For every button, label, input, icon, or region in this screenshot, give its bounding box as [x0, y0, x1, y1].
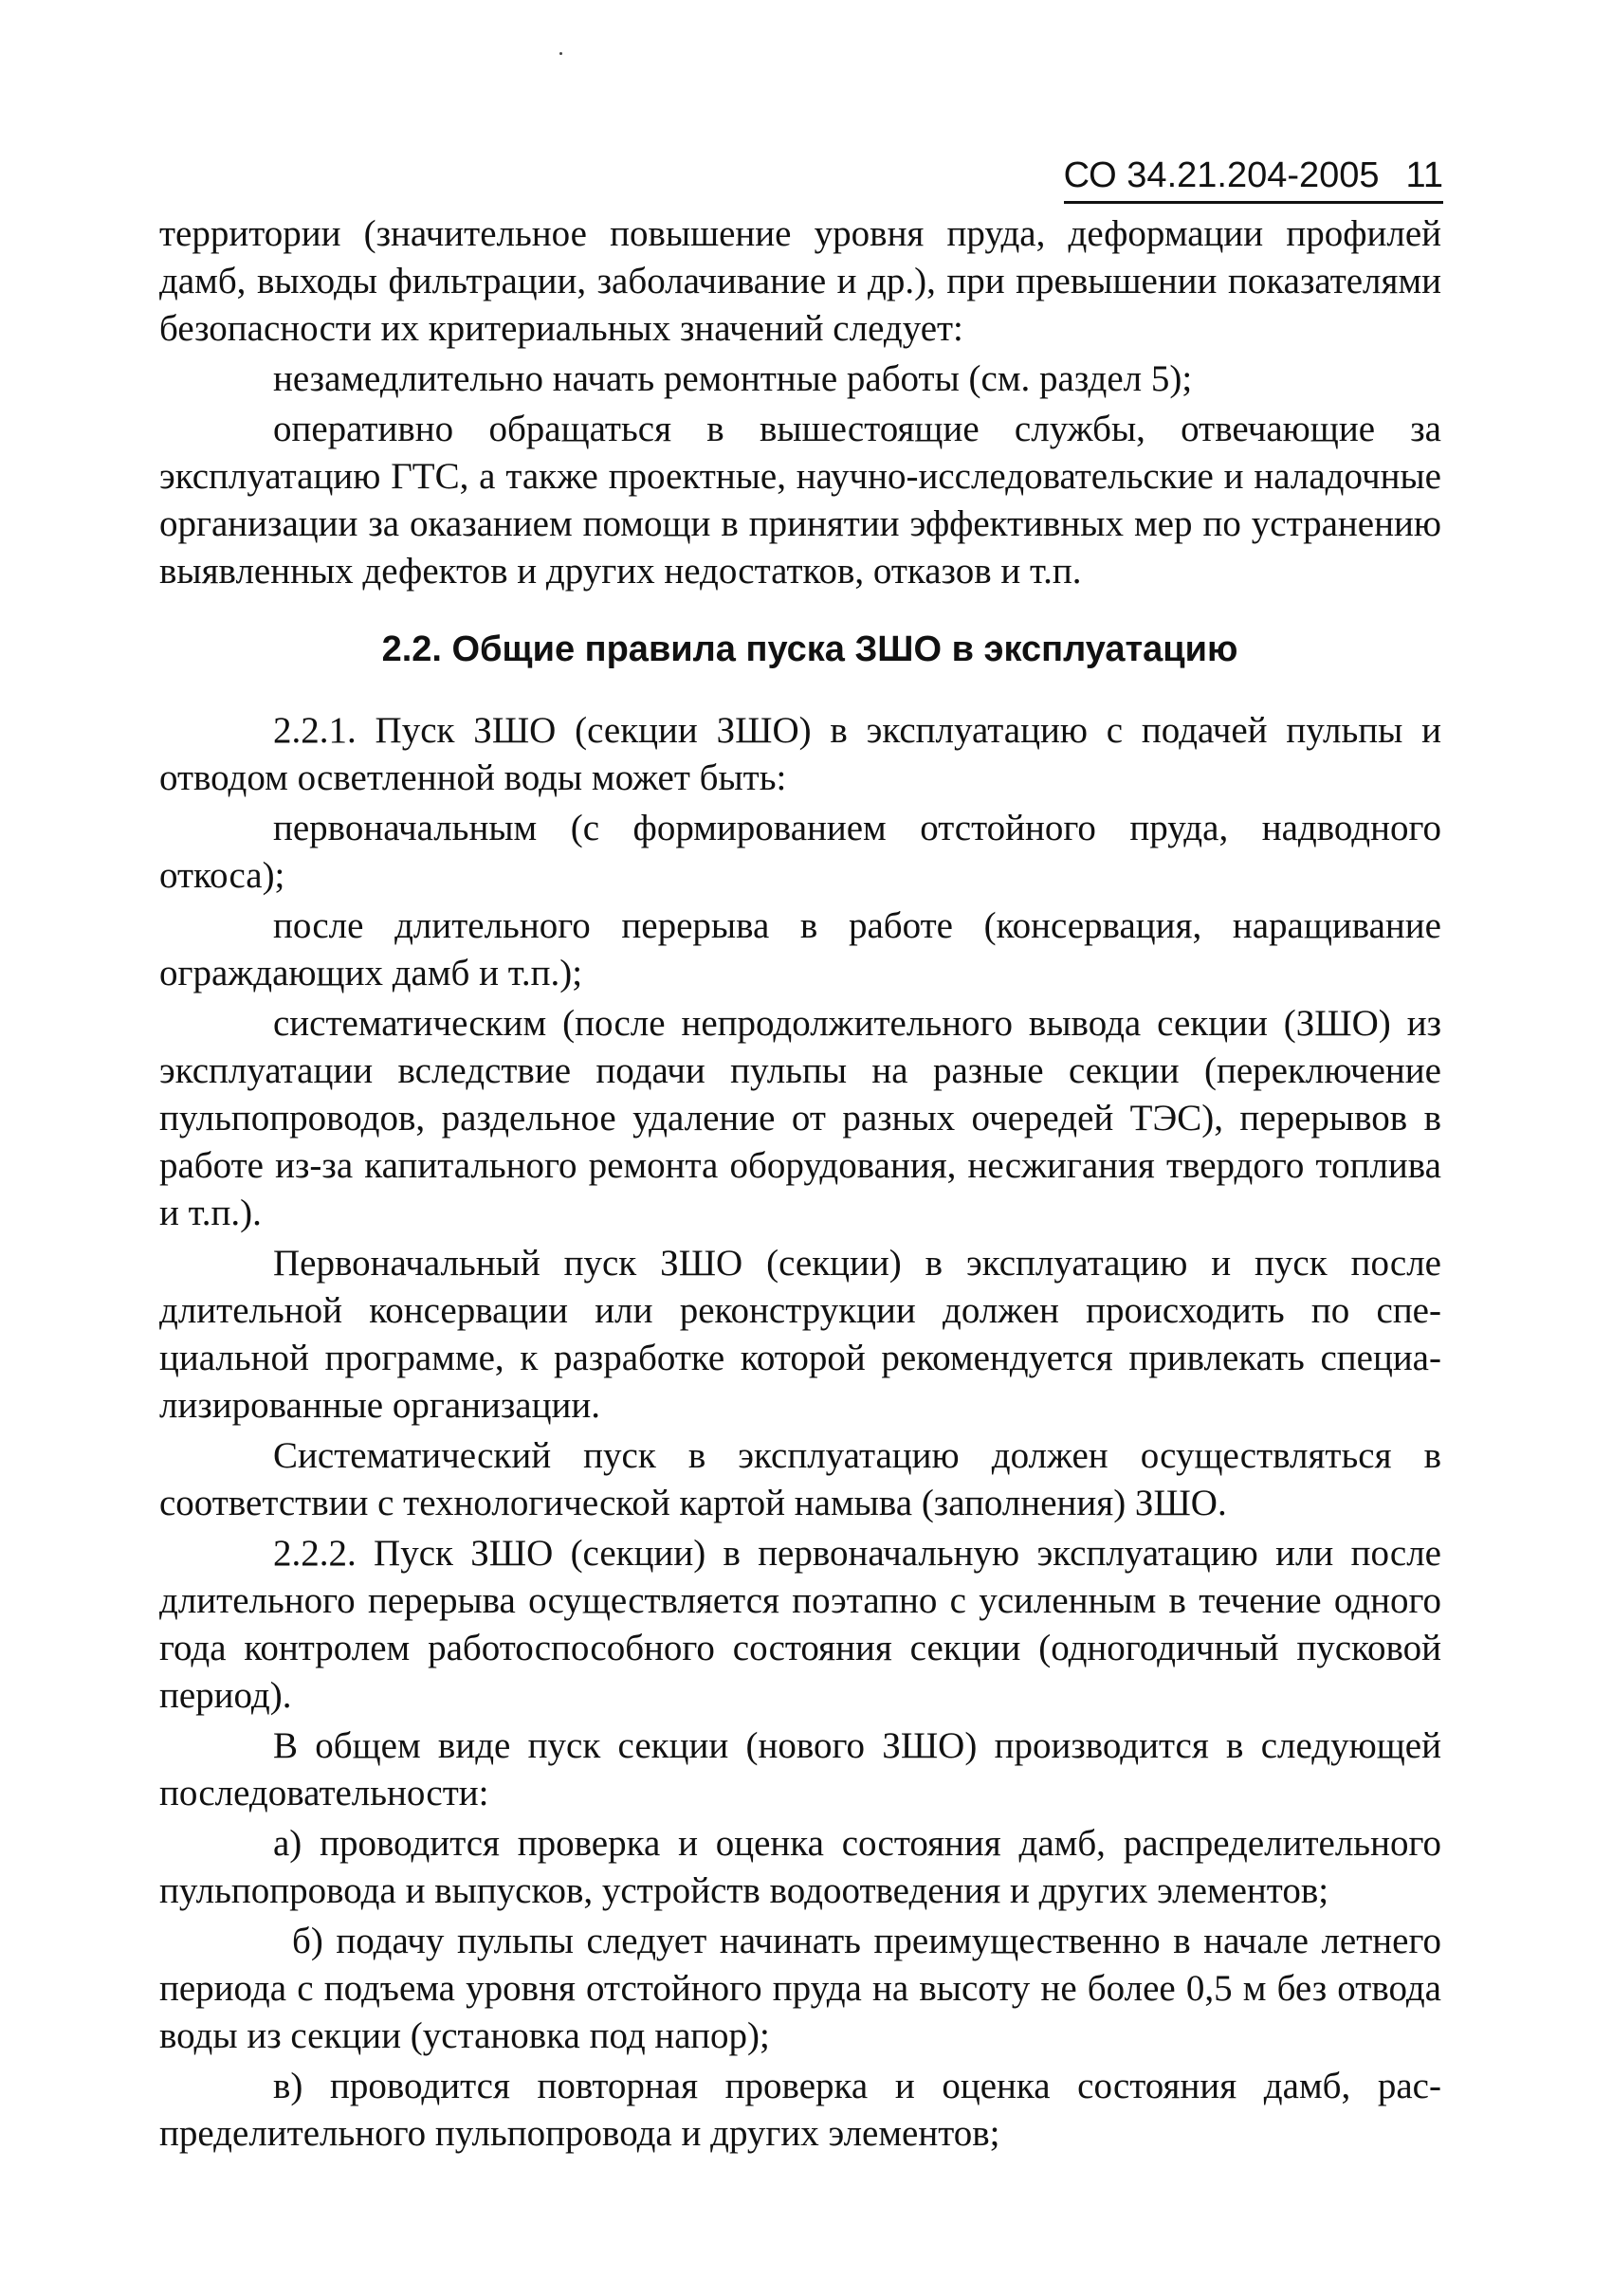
list-item: незамедлительно начать ремонтные работы (см. раздел 5); [273, 358, 1193, 399]
list-item: в) проводится повторная проверка и оценка состояния дамб, распределительного пульпопровода и других элементов; [159, 2066, 1441, 2154]
list-item: оперативно обращаться в вышестоящие службы, отвечающие за эксплуатацию ГТС, а также проектные, научно-исследовательские и наладочные организации за оказанием помощи в принятии эффективных мер по устранению выявленных дефектов и других недостатков, отказов и т.п. [159, 409, 1441, 592]
list-item: после длительного перерыва в работе (консервация, наращивание ограждающих дамб и т.п.); [159, 905, 1441, 993]
list-item: первоначальным (с формированием отстойного пруда, надводного откоса); [159, 808, 1441, 896]
paragraph: 2.2.1. Пуск ЗШО (секции ЗШО) в эксплуатацию с подачей пульпы и отводом осветленной воды может быть: [159, 710, 1441, 798]
doc-code: СО 34.21.204-2005 [1063, 155, 1380, 195]
paragraph: Первоначальный пуск ЗШО (секции) в эксплуатацию и пуск после длительной консервации или реконструкции должен происходить по специальной программе, к разработке которой рекомендуется привлекать специализированные организации. [159, 1243, 1441, 1426]
scan-speck [559, 52, 562, 55]
paragraph: В общем виде пуск секции (нового ЗШО) производится в следующей последовательности: [159, 1725, 1441, 1813]
list-item: систематическим (после непродолжительного вывода секции (ЗШО) из эксплуатации вследствие подачи пульпы на разные секции (переключение пульпопроводов, раздельное удаление от разных очередей ТЭС), перерывов в работе из-за капитального ремонта оборудования, несжигания твердого топлива и т.п.). [159, 1003, 1441, 1233]
paragraph: 2.2.2. Пуск ЗШО (секции) в первоначальную эксплуатацию или после длительного перерыва осуществляется поэтапно с усиленным в течение одного года контролем работоспособного состояния секции (одногодичный пусковой период). [159, 1533, 1441, 1716]
list-item: а) проводится проверка и оценка состояния дамб, распределительного пульпопровода и выпусков, устройств водоотведения и других элементов; [159, 1823, 1441, 1911]
page-body [159, 210, 1441, 2158]
list-item: б) подачу пульпы следует начинать преимущественно в начале летнего периода с подъема уровня отстойного пруда на высоту не более 0,5 м без отвода воды из секции (установка под напор); [159, 1921, 1441, 2056]
paragraph: территории (значительное повышение уровня пруда, деформации профилей дамб, выходы фильтрации, заболачивание и др.), при превышении показателями безопасности их критериальных значений следует: [159, 213, 1441, 349]
section-heading: 2.2. Общие правила пуска ЗШО в эксплуатацию [381, 629, 1238, 669]
page-number: 11 [1405, 155, 1443, 195]
page-header [1064, 152, 1443, 204]
paragraph: Систематический пуск в эксплуатацию должен осуществляться в соответствии с технологической картой намыва (заполнения) ЗШО. [159, 1435, 1441, 1523]
